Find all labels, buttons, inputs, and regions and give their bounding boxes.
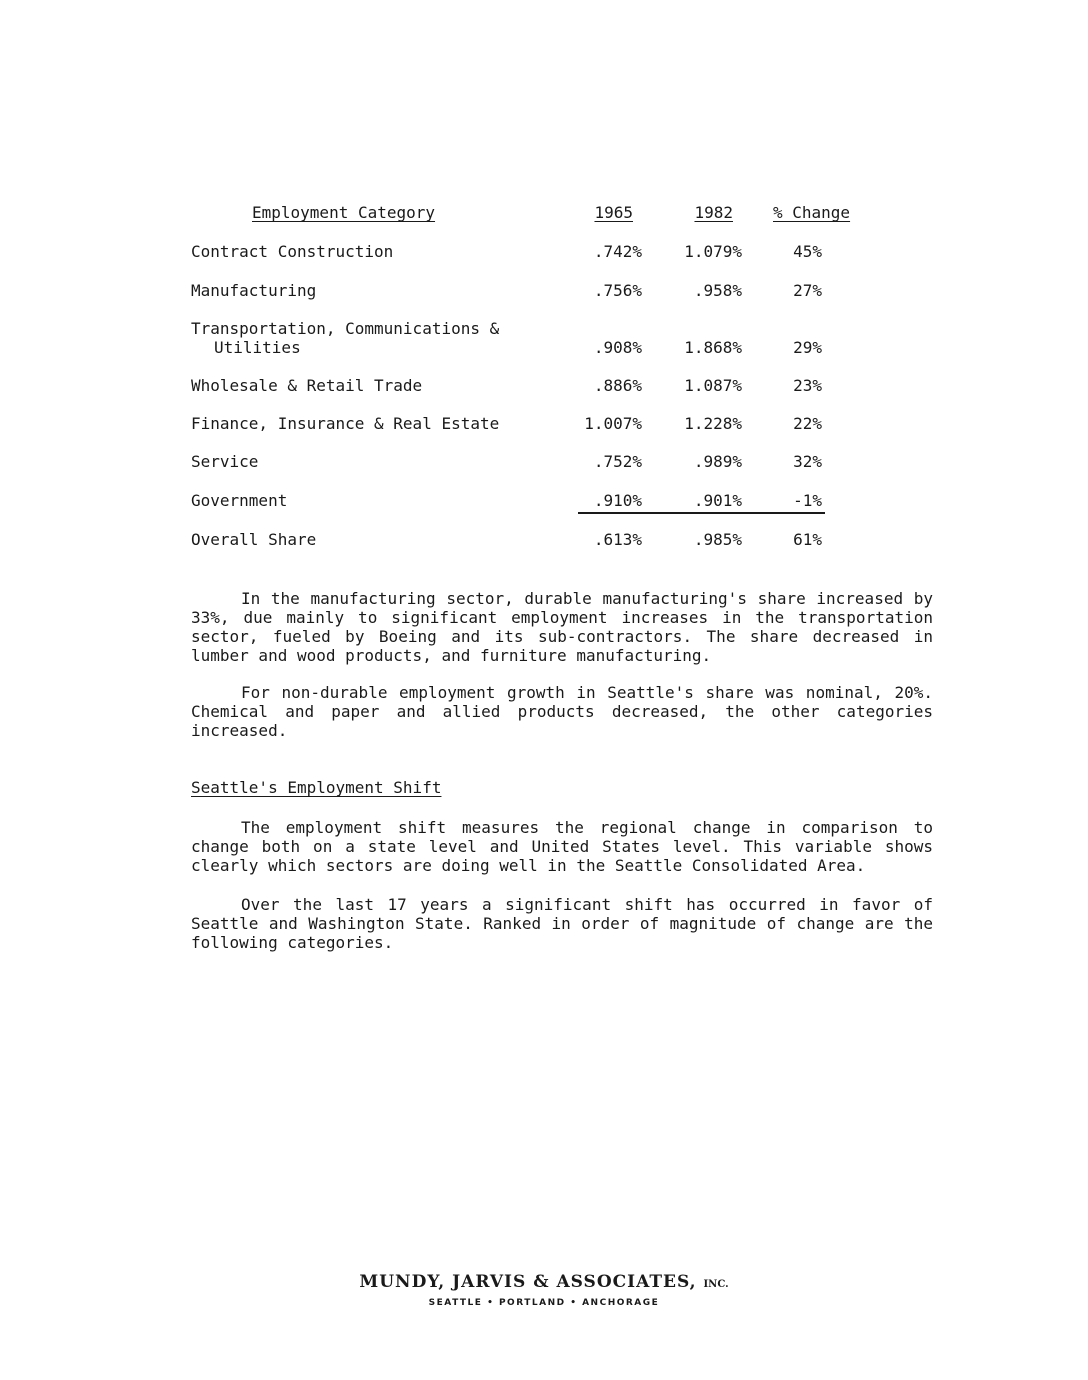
row-category: Service xyxy=(191,452,259,471)
row-value-change: -1% xyxy=(793,491,822,510)
row-value-1982: .901% xyxy=(693,491,742,510)
firm-name xyxy=(0,1272,1088,1292)
row-value-1982: 1.868% xyxy=(684,338,742,357)
row-category: Finance, Insurance & Real Estate xyxy=(191,414,500,433)
row-value-1965: .756% xyxy=(593,281,642,300)
row-value-1982: .989% xyxy=(693,452,742,471)
row-value-1982: 1.079% xyxy=(684,242,742,261)
section-heading: Seattle's Employment Shift xyxy=(191,778,442,797)
firm-inc: INC. xyxy=(703,1279,729,1290)
header-1965: 1965 xyxy=(594,203,633,222)
row-category: Utilities xyxy=(214,338,301,357)
row-category: Government xyxy=(191,491,288,510)
row-value-1982: .958% xyxy=(693,281,742,300)
row-category-line1: Transportation, Communications & xyxy=(191,319,500,338)
row-value-1965: .910% xyxy=(593,491,642,510)
paragraph-employment-shift xyxy=(191,818,933,875)
row-value-1965: .908% xyxy=(593,338,642,357)
header-percent-change: % Change xyxy=(773,203,851,222)
header-1982: 1982 xyxy=(694,203,733,222)
row-value-1965: .742% xyxy=(593,242,642,261)
row-category: Wholesale & Retail Trade xyxy=(191,376,423,395)
row-category: Manufacturing xyxy=(191,281,317,300)
row-value-change: 32% xyxy=(793,452,822,471)
total-value-change: 61% xyxy=(793,530,822,549)
row-value-change: 23% xyxy=(793,376,822,395)
row-value-1982: 1.228% xyxy=(684,414,742,433)
row-value-1982: 1.087% xyxy=(684,376,742,395)
total-value-1982: .985% xyxy=(693,530,742,549)
row-value-change: 27% xyxy=(793,281,822,300)
header-employment-category: Employment Category xyxy=(252,203,436,222)
paragraph-durable-manufacturing xyxy=(191,589,933,665)
row-value-1965: .752% xyxy=(593,452,642,471)
paragraph-ranked-categories xyxy=(191,895,933,952)
row-value-change: 45% xyxy=(793,242,822,261)
paragraph-text: For non-durable employment growth in Seattle's share was nominal, 20%. Chemical and paper and allied products decreased, the other categories increased. xyxy=(191,683,933,740)
row-value-1965: .886% xyxy=(593,376,642,395)
total-category: Overall Share xyxy=(191,530,317,549)
firm-name-text: MUNDY, JARVIS & ASSOCIATES, xyxy=(359,1272,697,1292)
row-value-1965: 1.007% xyxy=(584,414,642,433)
row-value-change: 22% xyxy=(793,414,822,433)
row-category: Contract Construction xyxy=(191,242,394,261)
firm-cities: SEATTLE • PORTLAND • ANCHORAGE xyxy=(428,1298,660,1308)
total-rule xyxy=(578,512,825,514)
paragraph-text: The employment shift measures the regional change in comparison to change both on a state level and United States level. This variable shows clearly which sectors are doing well in the Seattle Consolidated Area. xyxy=(191,818,933,875)
paragraph-non-durable xyxy=(191,683,933,740)
row-value-change: 29% xyxy=(793,338,822,357)
paragraph-text: Over the last 17 years a significant shift has occurred in favor of Seattle and Washington State. Ranked in order of magnitude of change are the following categories. xyxy=(191,895,933,952)
total-value-1965: .613% xyxy=(593,530,642,549)
paragraph-text: In the manufacturing sector, durable manufacturing's share increased by 33%, due mainly to significant employment increases in the transportation sector, fueled by Boeing and its sub-contractors. The share decreased in lumber and wood products, and furniture manufacturing. xyxy=(191,589,933,665)
